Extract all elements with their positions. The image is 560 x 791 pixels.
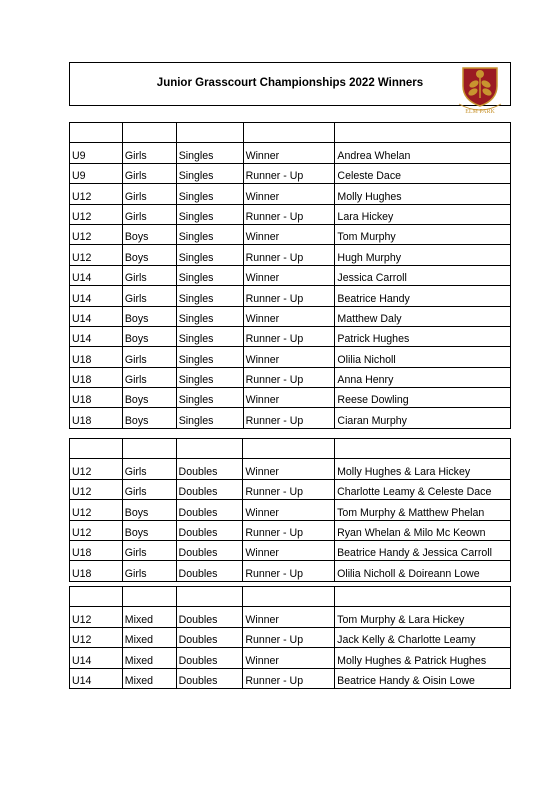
gender-cell: Girls <box>122 204 176 224</box>
table-row <box>70 326 511 346</box>
event-cell: Singles <box>176 265 243 285</box>
table-row <box>70 347 511 367</box>
age-group-cell: U12 <box>70 459 123 479</box>
result-cell: Runner - Up <box>243 367 335 387</box>
table-row <box>70 561 511 581</box>
event-cell: Singles <box>176 326 243 346</box>
result-cell: Winner <box>243 224 335 244</box>
result-cell: Runner - Up <box>243 561 335 581</box>
age-group-cell: U12 <box>70 520 123 540</box>
table-row <box>70 184 511 204</box>
age-group-cell: U9 <box>70 163 123 183</box>
table-row <box>70 224 511 244</box>
gender-cell: Girls <box>122 459 176 479</box>
event-cell: Singles <box>176 347 243 367</box>
age-group-cell: U18 <box>70 388 123 408</box>
player-name-cell: Anna Henry <box>335 367 511 387</box>
result-cell: Runner - Up <box>243 326 335 346</box>
header-cell <box>70 439 123 459</box>
age-group-cell: U9 <box>70 143 123 163</box>
result-cell: Winner <box>243 265 335 285</box>
gender-cell: Girls <box>122 265 176 285</box>
age-group-cell: U14 <box>70 326 123 346</box>
player-name-cell: Hugh Murphy <box>335 245 511 265</box>
event-cell: Singles <box>176 306 243 326</box>
gender-cell: Boys <box>122 388 176 408</box>
table-row <box>70 204 511 224</box>
event-cell: Doubles <box>176 479 243 499</box>
table-header-row <box>70 439 511 459</box>
header-cell <box>176 587 243 607</box>
player-name-cell: Matthew Daly <box>335 306 511 326</box>
result-cell: Winner <box>243 347 335 367</box>
table-row <box>70 388 511 408</box>
age-group-cell: U14 <box>70 648 123 668</box>
player-name-cell: Ryan Whelan & Milo Mc Keown <box>335 520 511 540</box>
header-cell <box>243 587 335 607</box>
result-cell: Winner <box>243 540 335 560</box>
event-cell: Singles <box>176 388 243 408</box>
event-cell: Doubles <box>176 648 243 668</box>
age-group-cell: U18 <box>70 408 123 428</box>
gender-cell: Girls <box>122 561 176 581</box>
gender-cell: Mixed <box>122 668 176 688</box>
player-name-cell: Molly Hughes & Patrick Hughes <box>335 648 511 668</box>
event-cell: Singles <box>176 204 243 224</box>
table-row <box>70 245 511 265</box>
header-cell <box>335 439 511 459</box>
table-header-row <box>70 123 511 143</box>
result-cell: Runner - Up <box>243 627 335 647</box>
result-cell: Winner <box>243 459 335 479</box>
result-cell: Winner <box>243 500 335 520</box>
age-group-cell: U18 <box>70 347 123 367</box>
result-cell: Runner - Up <box>243 204 335 224</box>
age-group-cell: U18 <box>70 561 123 581</box>
player-name-cell: Lara Hickey <box>335 204 511 224</box>
table-row <box>70 367 511 387</box>
player-name-cell: Celeste Dace <box>335 163 511 183</box>
age-group-cell: U14 <box>70 668 123 688</box>
result-cell: Runner - Up <box>243 245 335 265</box>
event-cell: Doubles <box>176 668 243 688</box>
event-cell: Doubles <box>176 627 243 647</box>
gender-cell: Girls <box>122 184 176 204</box>
result-cell: Runner - Up <box>243 668 335 688</box>
header-cell <box>335 123 511 143</box>
table-row <box>70 520 511 540</box>
age-group-cell: U12 <box>70 479 123 499</box>
result-cell: Runner - Up <box>243 479 335 499</box>
age-group-cell: U12 <box>70 204 123 224</box>
gender-cell: Girls <box>122 540 176 560</box>
header-box <box>69 62 511 106</box>
table-row <box>70 648 511 668</box>
gender-cell: Mixed <box>122 627 176 647</box>
table-row <box>70 627 511 647</box>
singles-table <box>69 122 511 429</box>
result-cell: Winner <box>243 648 335 668</box>
player-name-cell: Patrick Hughes <box>335 326 511 346</box>
table-row <box>70 408 511 428</box>
event-cell: Doubles <box>176 607 243 627</box>
age-group-cell: U12 <box>70 607 123 627</box>
table-row <box>70 265 511 285</box>
age-group-cell: U14 <box>70 265 123 285</box>
result-cell: Winner <box>243 184 335 204</box>
table-row <box>70 306 511 326</box>
gender-cell: Mixed <box>122 607 176 627</box>
age-group-cell: U12 <box>70 184 123 204</box>
table-row <box>70 500 511 520</box>
event-cell: Singles <box>176 245 243 265</box>
logo-text: ELM PARK <box>465 109 495 114</box>
header-cell <box>176 123 243 143</box>
result-cell: Runner - Up <box>243 520 335 540</box>
table-row <box>70 163 511 183</box>
player-name-cell: Tom Murphy & Matthew Phelan <box>335 500 511 520</box>
age-group-cell: U14 <box>70 286 123 306</box>
player-name-cell: Beatrice Handy <box>335 286 511 306</box>
gender-cell: Boys <box>122 326 176 346</box>
table-row <box>70 479 511 499</box>
result-cell: Runner - Up <box>243 286 335 306</box>
gender-cell: Girls <box>122 286 176 306</box>
result-cell: Winner <box>243 388 335 408</box>
player-name-cell: Molly Hughes <box>335 184 511 204</box>
event-cell: Singles <box>176 224 243 244</box>
gender-cell: Girls <box>122 479 176 499</box>
gender-cell: Girls <box>122 143 176 163</box>
header-cell <box>243 123 335 143</box>
gender-cell: Girls <box>122 367 176 387</box>
player-name-cell: Jack Kelly & Charlotte Leamy <box>335 627 511 647</box>
age-group-cell: U12 <box>70 500 123 520</box>
header-cell <box>70 123 123 143</box>
event-cell: Singles <box>176 408 243 428</box>
event-cell: Singles <box>176 367 243 387</box>
gender-cell: Boys <box>122 224 176 244</box>
player-name-cell: Ciaran Murphy <box>335 408 511 428</box>
player-name-cell: Tom Murphy & Lara Hickey <box>335 607 511 627</box>
event-cell: Singles <box>176 163 243 183</box>
gender-cell: Boys <box>122 520 176 540</box>
event-cell: Doubles <box>176 459 243 479</box>
header-cell <box>335 587 511 607</box>
gender-cell: Boys <box>122 306 176 326</box>
player-name-cell: Jessica Carroll <box>335 265 511 285</box>
event-cell: Doubles <box>176 561 243 581</box>
header-cell <box>243 439 335 459</box>
age-group-cell: U18 <box>70 540 123 560</box>
age-group-cell: U12 <box>70 224 123 244</box>
header-cell <box>122 587 176 607</box>
doubles-table <box>69 438 511 582</box>
table-row <box>70 286 511 306</box>
table-row <box>70 143 511 163</box>
table-row <box>70 668 511 688</box>
gender-cell: Boys <box>122 245 176 265</box>
mixed-doubles-table <box>69 586 511 689</box>
header-cell <box>122 123 176 143</box>
player-name-cell: Molly Hughes & Lara Hickey <box>335 459 511 479</box>
result-cell: Winner <box>243 306 335 326</box>
age-group-cell: U12 <box>70 627 123 647</box>
result-cell: Runner - Up <box>243 163 335 183</box>
gender-cell: Boys <box>122 408 176 428</box>
header-cell <box>122 439 176 459</box>
page-title: Junior Grasscourt Championships 2022 Winners <box>156 77 424 89</box>
table-header-row <box>70 587 511 607</box>
gender-cell: Girls <box>122 347 176 367</box>
header-cell <box>70 587 123 607</box>
table-row <box>70 540 511 560</box>
player-name-cell: Tom Murphy <box>335 224 511 244</box>
event-cell: Singles <box>176 286 243 306</box>
event-cell: Singles <box>176 184 243 204</box>
result-cell: Runner - Up <box>243 408 335 428</box>
age-group-cell: U18 <box>70 367 123 387</box>
gender-cell: Girls <box>122 163 176 183</box>
table-row <box>70 459 511 479</box>
player-name-cell: Andrea Whelan <box>335 143 511 163</box>
player-name-cell: Reese Dowling <box>335 388 511 408</box>
result-cell: Winner <box>243 143 335 163</box>
event-cell: Doubles <box>176 540 243 560</box>
elm-park-crest-icon <box>453 64 507 114</box>
event-cell: Doubles <box>176 520 243 540</box>
player-name-cell: Charlotte Leamy & Celeste Dace <box>335 479 511 499</box>
gender-cell: Mixed <box>122 648 176 668</box>
event-cell: Doubles <box>176 500 243 520</box>
header-cell <box>176 439 243 459</box>
age-group-cell: U12 <box>70 245 123 265</box>
player-name-cell: Olilia Nicholl & Doireann Lowe <box>335 561 511 581</box>
player-name-cell: Beatrice Handy & Oisin Lowe <box>335 668 511 688</box>
table-row <box>70 607 511 627</box>
result-cell: Winner <box>243 607 335 627</box>
player-name-cell: Beatrice Handy & Jessica Carroll <box>335 540 511 560</box>
age-group-cell: U14 <box>70 306 123 326</box>
event-cell: Singles <box>176 143 243 163</box>
player-name-cell: Olilia Nicholl <box>335 347 511 367</box>
gender-cell: Boys <box>122 500 176 520</box>
